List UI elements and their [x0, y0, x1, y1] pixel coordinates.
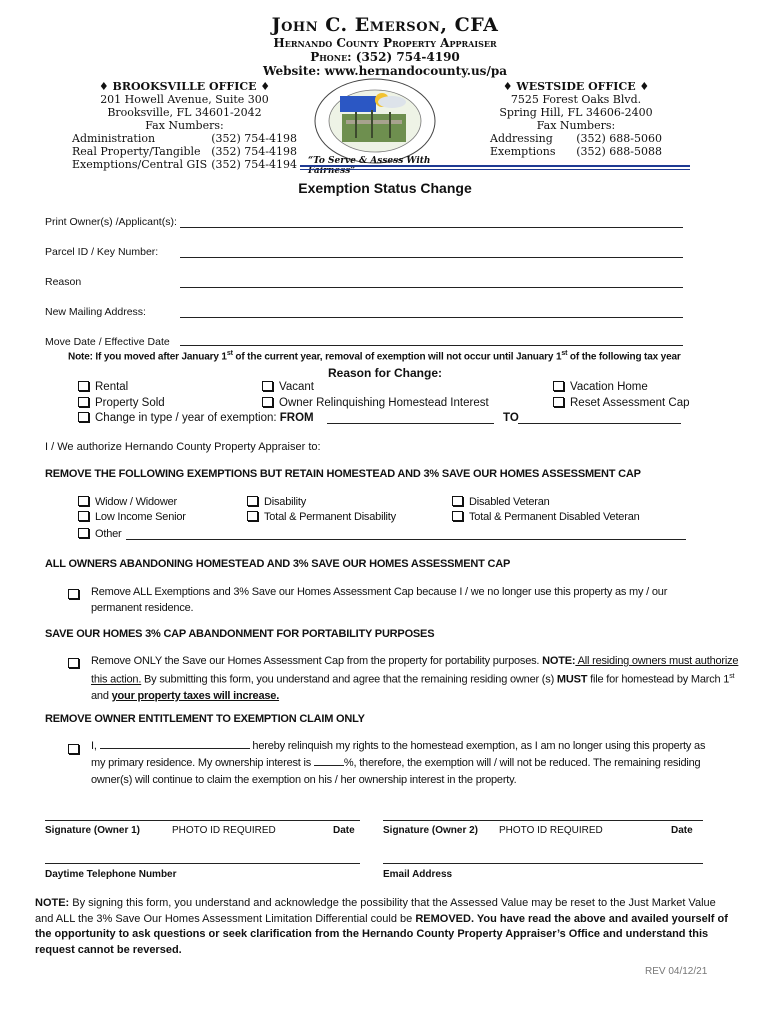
org-name: Hernando County Property Appraiser: [273, 36, 497, 50]
sec3-l2b: By submitting this form, you understand and agree that the remaining residing owner (s): [141, 673, 557, 686]
fax-label: Administration: [72, 132, 156, 145]
sig2-label: Signature (Owner 2): [383, 825, 479, 836]
exempt-tp-disability[interactable]: [247, 511, 396, 523]
fax-number: (352) 754-4198: [211, 145, 297, 158]
checkbox[interactable]: [68, 744, 79, 754]
reason-sold[interactable]: [78, 397, 165, 409]
checkbox[interactable]: [247, 511, 258, 521]
sec3-l2c: MUST: [556, 673, 588, 686]
header-rule: [300, 165, 690, 167]
checkbox[interactable]: [68, 658, 79, 668]
sec2-heading: ALL OWNERS ABANDONING HOMESTEAD AND 3% SAVE OUR HOMES ASSESSMENT CAP: [45, 558, 511, 570]
checkbox[interactable]: [247, 496, 258, 506]
brooksville-office: [72, 80, 297, 171]
mailing-input[interactable]: [180, 317, 683, 318]
exempt-disabled-vet-label: Disabled Veteran: [469, 496, 550, 508]
sec3-l1b: NOTE:: [542, 655, 576, 667]
sec3-sup: st: [729, 673, 735, 680]
checkbox[interactable]: [78, 528, 89, 538]
checkbox[interactable]: [78, 381, 89, 391]
phone-line: Phone: (352) 754-4190: [310, 50, 460, 64]
reason-reset-cap-label: Reset Assessment Cap: [570, 397, 690, 409]
name-input[interactable]: [100, 738, 250, 749]
phone-label: Daytime Telephone Number: [45, 869, 177, 880]
sec4-checkbox[interactable]: [68, 741, 85, 759]
sec3-checkbox[interactable]: [68, 655, 85, 673]
checkbox[interactable]: [262, 381, 273, 391]
seal-graphic: [312, 76, 438, 166]
fax-label: Exemptions: [490, 145, 556, 158]
form-title: Exemption Status Change: [298, 180, 472, 196]
reason-vacation-label: Vacation Home: [570, 381, 648, 393]
note-line: [68, 350, 681, 362]
reason-relinquish[interactable]: [262, 397, 489, 409]
revision-label: REV 04/12/21: [645, 966, 708, 977]
reason-label: Reason: [45, 276, 82, 288]
header-rule-thin: [300, 169, 690, 170]
exempt-other[interactable]: [78, 528, 122, 540]
westside-fax-title: Fax Numbers:: [536, 119, 616, 132]
sec3-line3: [91, 688, 738, 704]
signature-line-2[interactable]: [383, 820, 703, 821]
fax-label: Exemptions/Central GIS: [72, 158, 208, 171]
exempt-low-income[interactable]: [78, 511, 186, 523]
authorize-text: I / We authorize Hernando County Property Appraiser to:: [45, 441, 321, 453]
sec3-text: [91, 653, 738, 704]
photo1-label: PHOTO ID REQUIRED: [172, 825, 276, 836]
sec3-l2d: file for homestead by March 1: [587, 673, 730, 686]
sec4-l2b: %, therefore, the exemption will / will not be reduced. The remaining residing: [343, 757, 701, 769]
sec4-l1a: I,: [91, 740, 100, 752]
brooksville-addr1: 201 Howell Avenue, Suite 300: [100, 93, 269, 106]
sec3-l3a: and: [91, 689, 112, 702]
reason-vacant-label: Vacant: [279, 381, 314, 393]
sec3-l1c: All residing owners must authorize: [575, 655, 739, 667]
reason-input[interactable]: [180, 287, 683, 288]
westside-addr2: Spring Hill, FL 34606-2400: [499, 106, 653, 119]
sec2-checkbox[interactable]: [68, 586, 85, 604]
parcel-label: Parcel ID / Key Number:: [45, 246, 159, 258]
move-date-input[interactable]: [180, 345, 683, 346]
to-label: TO: [503, 412, 519, 424]
date1-label: Date: [333, 825, 355, 836]
checkbox[interactable]: [78, 412, 89, 422]
email-label: Email Address: [383, 869, 453, 880]
sec4-line2: [91, 755, 705, 772]
sec3-line2: [91, 669, 738, 688]
checkbox[interactable]: [78, 496, 89, 506]
sec3-heading: SAVE OUR HOMES 3% CAP ABANDONMENT FOR PORTABILITY PURPOSES: [45, 628, 435, 640]
appraiser-name: John C. Emerson, CFA: [271, 14, 499, 36]
fax-number: (352) 754-4194: [211, 158, 297, 171]
reason-change-type-label: Change in type / year of exemption:: [95, 412, 277, 424]
exempt-widow[interactable]: [78, 496, 177, 508]
email-input[interactable]: [383, 863, 703, 864]
phone-input[interactable]: [45, 863, 360, 864]
fax-row: [72, 145, 297, 158]
westside-title: ♦ WESTSIDE OFFICE ♦: [502, 80, 650, 93]
note-a: Note: If you moved after January 1: [68, 351, 227, 363]
sec2-line2: permanent residence.: [91, 602, 194, 614]
exempt-disability[interactable]: [247, 496, 306, 508]
reason-heading: Reason for Change:: [327, 366, 442, 380]
checkbox[interactable]: [553, 397, 564, 407]
sec1-heading: REMOVE THE FOLLOWING EXEMPTIONS BUT RETAIN HOMESTEAD AND 3% SAVE OUR HOMES ASSESSMENT CAP: [45, 468, 641, 480]
county-seal: [312, 76, 438, 166]
reason-change-type[interactable]: [78, 412, 314, 424]
other-input[interactable]: [126, 539, 686, 540]
from-label: FROM: [279, 412, 314, 424]
sec3-line1: [91, 653, 738, 669]
note-c: of the following tax year: [567, 351, 681, 363]
signature-line-1[interactable]: [45, 820, 360, 821]
exempt-other-label: Other: [95, 528, 122, 540]
exempt-widow-label: Widow / Widower: [95, 496, 177, 508]
checkbox[interactable]: [262, 397, 273, 407]
fax-row: [72, 132, 297, 145]
motto: “To Serve & Assess With Fairness”: [308, 156, 431, 176]
fax-number: (352) 754-4198: [211, 132, 297, 145]
sec4-line3: owner(s) will continue to claim the exemption on his / her ownership interest in the property.: [91, 774, 517, 786]
reason-rental[interactable]: [78, 381, 128, 393]
exempt-disability-label: Disability: [264, 496, 307, 508]
exempt-tp-vet-label: Total & Permanent Disabled Veteran: [469, 511, 640, 523]
website-line[interactable]: Website: www.hernandocounty.us/pa: [263, 64, 507, 78]
reason-relinquish-label: Owner Relinquishing Homestead Interest: [279, 397, 489, 409]
percent-input[interactable]: [314, 755, 344, 766]
exempt-low-income-label: Low Income Senior: [95, 511, 186, 523]
owners-input[interactable]: [180, 227, 683, 228]
reason-rental-label: Rental: [95, 381, 129, 393]
reason-vacation[interactable]: [553, 381, 648, 393]
fax-row: [490, 145, 662, 158]
footer-note-b: By signing this form, you understand and acknowledge the possibility that the Assessed Value may be reset to the Just Market Value and ALL the 3% Save Our Homes Assessment Limitation Differential could be: [35, 897, 716, 925]
westside-addr1: 7525 Forest Oaks Blvd.: [510, 93, 642, 106]
fax-row: [72, 158, 297, 171]
brooksville-title: ♦ BROOKSVILLE OFFICE ♦: [98, 80, 271, 93]
exempt-disabled-vet[interactable]: [452, 496, 550, 508]
fax-label: Addressing: [490, 132, 553, 145]
fax-row: [490, 132, 662, 145]
checkbox[interactable]: [553, 381, 564, 391]
checkbox[interactable]: [68, 589, 79, 599]
date2-label: Date: [671, 825, 693, 836]
checkbox[interactable]: [452, 511, 463, 521]
sec4-heading: REMOVE OWNER ENTITLEMENT TO EXEMPTION CLAIM ONLY: [45, 713, 365, 725]
westside-office: [490, 80, 662, 158]
sec3-l1a: Remove ONLY the Save our Homes Assessment Cap from the property for portability purposes.: [91, 655, 543, 667]
reason-vacant[interactable]: [262, 381, 314, 393]
footer-note-c: REMOVED. You have read the above and availed yourself of the opportunity to ask questions or seek clarification from the Hernando County Property Appraiser’s Office and understand this request cannot be reversed.: [35, 912, 728, 956]
photo2-label: PHOTO ID REQUIRED: [499, 825, 603, 836]
move-date-label: Move Date / Effective Date: [45, 336, 170, 348]
sec3-l3b: your property taxes will increase.: [111, 689, 280, 702]
note-sup: st: [561, 350, 568, 357]
mailing-label: New Mailing Address:: [45, 306, 146, 318]
reason-sold-label: Property Sold: [95, 397, 165, 409]
sec4-text: [91, 738, 705, 789]
sec3-l2a: this action.: [91, 673, 142, 686]
parcel-input[interactable]: [180, 257, 683, 258]
footer-note: [35, 896, 735, 958]
brooksville-addr2: Brooksville, FL 34601-2042: [107, 106, 262, 119]
sec2-text: [91, 584, 667, 616]
to-input[interactable]: [518, 423, 681, 424]
exempt-tp-disability-label: Total & Permanent Disability: [264, 511, 396, 523]
owners-label: Print Owner(s) /Applicant(s):: [45, 216, 177, 228]
exempt-tp-vet[interactable]: [452, 511, 640, 523]
note-b: of the current year, removal of exemption will not occur until January 1: [232, 351, 562, 363]
sec4-line1: [91, 738, 705, 755]
reason-reset-cap[interactable]: [553, 397, 690, 409]
brooksville-fax-title: Fax Numbers:: [145, 119, 224, 132]
note-sup: st: [226, 350, 233, 357]
fax-number: (352) 688-5088: [576, 145, 662, 158]
sec4-l1b: hereby relinquish my rights to the homestead exemption, as I am no longer using this property as: [249, 740, 706, 752]
sec4-l2a: my primary residence. My ownership interest is: [91, 757, 314, 769]
sig1-label: Signature (Owner 1): [45, 825, 141, 836]
checkbox[interactable]: [452, 496, 463, 506]
from-input[interactable]: [327, 423, 494, 424]
sec2-line1: Remove ALL Exemptions and 3% Save our Homes Assessment Cap because I / we no longer use this property as my / our: [91, 586, 668, 598]
fax-label: Real Property/Tangible: [72, 145, 201, 158]
checkbox[interactable]: [78, 511, 89, 521]
fax-number: (352) 688-5060: [576, 132, 662, 145]
checkbox[interactable]: [78, 397, 89, 407]
footer-note-a: NOTE:: [35, 897, 70, 909]
